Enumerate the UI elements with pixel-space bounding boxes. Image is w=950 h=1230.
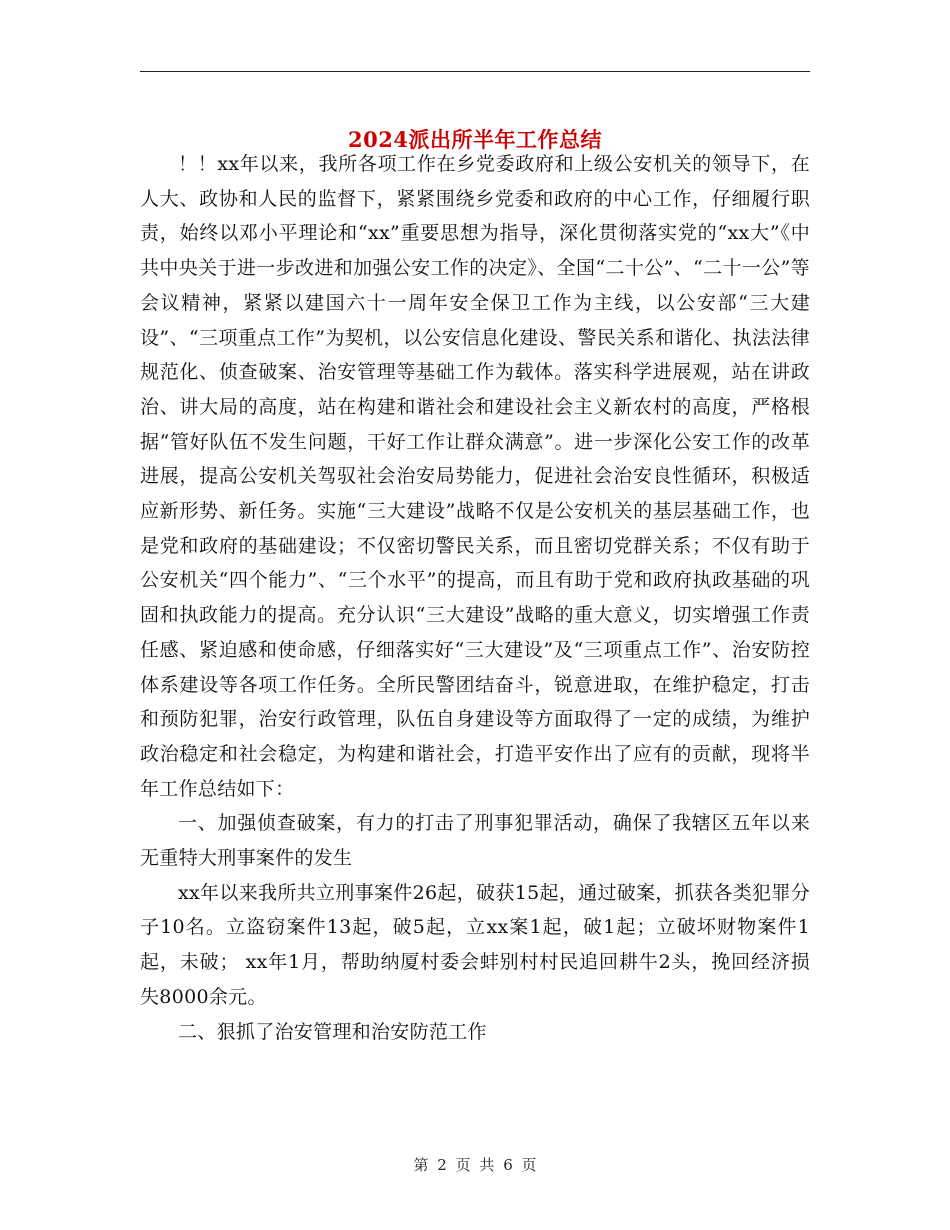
page-number: 2 xyxy=(437,1156,447,1174)
document-body xyxy=(140,147,810,1049)
header-rule xyxy=(140,71,810,72)
section-heading-1: 一、加强侦查破案，有力的打击了刑事犯罪活动，确保了我辖区五年以来无重特大刑事案件的发生 xyxy=(140,812,810,870)
page-label: 第 xyxy=(413,1156,429,1174)
section-heading-2: 二、狠抓了治安管理和治安防范工作 xyxy=(178,1020,487,1043)
intro-paragraph: ！！xx年以来，我所各项工作在乡党委政府和上级公安机关的领导下，在人大、政协和人民的监督下，紧紧围绕乡党委和政府的中心工作，仔细履行职责，始终以邓小平理论和“xx”重要思想为指导，深化贯彻落实党的“xx大”《中共中央关于进一步改进和加强公安工作的决定》、全国“二十公”、“二十一公”等会议精神，紧紧以建国六十一周年安全保卫工作为主线，以公安部“三大建设”、“三项重点工作”为契机，以公安信息化建设、警民关系和谐化、执法法律规范化、侦查破案、治安管理等基础工作为载体。落实科学进展观，站在讲政治、讲大局的高度，站在构建和谐社会和建设社会主义新农村的高度，严格根据“管好队伍不发生问题，干好工作让群众满意”。进一步深化公安工作的改革进展，提高公安机关驾驭社会治安局势能力，促进社会治安良性循环，积极适应新形势、新任务。实施“三大建设”战略不仅是公安机关的基层基础工作，也是党和政府的基础建设；不仅密切警民关系，而且密切党群关系；不仅有助于公安机关“四个能力”、“三个水平”的提高，而且有助于党和政府执政基础的巩固和执政能力的提高。充分认识“三大建设”战略的重大意义，切实增强工作责任感、紧迫感和使命感，仔细落实好“三大建设”及“三项重点工作”、治安防控体系建设等各项工作任务。全所民警团结奋斗，锐意进取，在维护稳定，打击和预防犯罪，治安行政管理，队伍自身建设等方面取得了一定的成绩，为维护政治稳定和社会稳定，为构建和谐社会，打造平安作出了应有的贡献，现将半年工作总结如下： xyxy=(140,153,810,800)
total-unit: 页 xyxy=(521,1156,537,1174)
total-label: 共 xyxy=(479,1156,495,1174)
total-pages: 6 xyxy=(503,1156,513,1174)
section-1-paragraph: xx年以来我所共立刑事案件26起，破获15起，通过破案，抓获各类犯罪分子10名。立盗窃案件13起，破5起，立xx案1起，破1起；立破坏财物案件1起，未破； xx年1月，帮助纳厦村委会蚌别村村民追回耕牛2头，挽回经济损失8000余元。 xyxy=(140,881,810,1008)
page-footer xyxy=(0,1153,950,1177)
document-title: 2024派出所半年工作总结 xyxy=(348,127,602,153)
page-unit: 页 xyxy=(455,1156,471,1174)
